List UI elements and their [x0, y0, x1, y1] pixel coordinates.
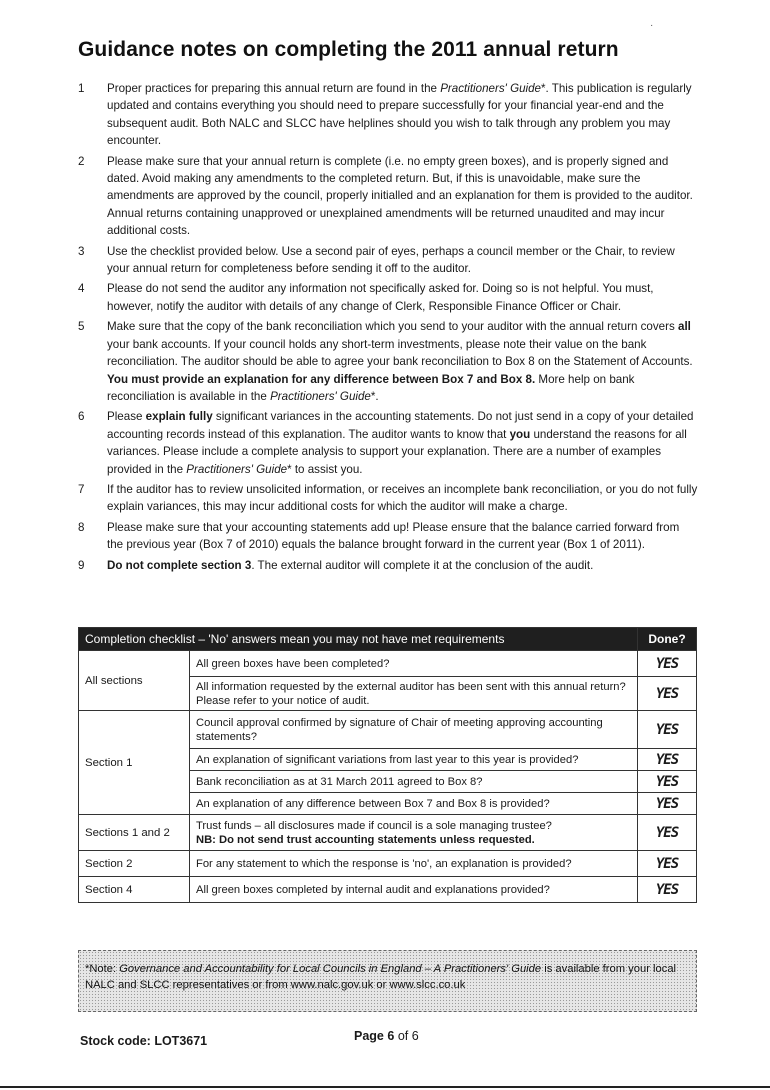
note-text: [107, 153, 698, 240]
checklist-question-text: Trust funds – all disclosures made if council is a sole managing trustee?: [196, 819, 552, 832]
done-answer: YES: [638, 793, 697, 815]
text-run: Please make sure that your annual return is complete (i.e. no empty green boxes), and is properly signed and dated. Avoid making any amendments to the completed return. But, if this is unavoidable, make sure the amendments are approved by the council, properly initialled and an explanation for them is provided to the auditor. Annual returns containing unapproved or unexplained amendments will be returned unaudited and may incur additional costs.: [107, 154, 693, 238]
checklist-question-text: An explanation of significant variations from last year to this year is provided?: [196, 753, 579, 766]
checklist-question-text: All information requested by the external auditor has been sent with this annual return? Please refer to your notice of audit.: [196, 680, 626, 707]
text-run: . The external auditor will complete it at the conclusion of the audit.: [251, 558, 594, 572]
checklist-header-row: [79, 628, 697, 651]
checklist-question: [190, 651, 638, 677]
note-text: [107, 80, 698, 150]
note-number: 5: [78, 320, 85, 334]
note-number: 9: [78, 558, 85, 572]
done-answer: YES: [638, 771, 697, 793]
checklist-section-label: Section 1: [79, 711, 190, 815]
guidance-note: [78, 318, 698, 405]
note-text: [107, 557, 698, 574]
bottom-divider: [0, 1086, 770, 1088]
note-number: 8: [78, 520, 85, 534]
done-answer: YES: [638, 851, 697, 877]
text-run: Make sure that the copy of the bank reconciliation which you send to your auditor with the annual return covers: [107, 320, 678, 334]
checklist-question-text: All green boxes completed by internal audit and explanations provided?: [196, 883, 550, 896]
note-text: [107, 318, 698, 405]
text-run: Practitioners' Guide: [186, 462, 288, 476]
checklist-section-label: Section 4: [79, 877, 190, 903]
checklist-question-text: Bank reconciliation as at 31 March 2011 agreed to Box 8?: [196, 775, 483, 788]
checklist-section-label: Section 2: [79, 851, 190, 877]
page-label: Page: [354, 1029, 384, 1043]
text-run: * to assist you.: [287, 462, 363, 476]
done-column-header: Done?: [638, 628, 697, 651]
practitioners-guide-footnote: [78, 950, 697, 1012]
done-answer: YES: [638, 651, 697, 677]
note-text: [107, 519, 698, 554]
text-run: Use the checklist provided below. Use a second pair of eyes, perhaps a council member or the Chair, to review your annual return for completeness before sending it off to the auditor.: [107, 244, 675, 276]
checklist-question-text: All green boxes have been completed?: [196, 657, 390, 670]
checklist-question: [190, 749, 638, 771]
text-run: You must provide an explanation for any difference between Box 7 and Box 8.: [107, 372, 536, 386]
text-run: Please do not send the auditor any information not specifically asked for. Doing so is not helpful. You must, however, notify the auditor with details of any change of Clerk, Responsible Finance Officer or Chair.: [107, 282, 654, 313]
text-run: If the auditor has to review unsolicited information, or receives an incomplete bank reconciliation, or you do not fully explain variances, this may incur additional costs for which the auditor will make a charge.: [107, 482, 698, 514]
done-answer: YES: [638, 711, 697, 749]
checklist-question: [190, 711, 638, 749]
guidance-note: [78, 80, 698, 150]
checklist-question: [190, 851, 638, 877]
note-text: [107, 481, 698, 516]
checklist-question-text: Council approval confirmed by signature of Chair of meeting approving accounting statements?: [196, 716, 603, 743]
guidance-note: [78, 557, 698, 574]
text-run: Governance and Accountability for Local Councils in England – A Practitioners' Guide: [119, 963, 542, 975]
text-run: all: [678, 320, 691, 334]
done-answer: YES: [638, 815, 697, 851]
done-answer: YES: [638, 677, 697, 711]
text-run: Practitioners' Guide: [270, 389, 371, 403]
note-number: 1: [78, 82, 85, 95]
checklist-header: Completion checklist – 'No' answers mean you may not have met requirements: [79, 628, 638, 651]
checklist-question-text: For any statement to which the response is 'no', an explanation is provided?: [196, 857, 572, 870]
checklist-question: [190, 793, 638, 815]
guidance-note: [78, 153, 698, 240]
checklist-question: [190, 771, 638, 793]
text-run: understand the reasons for all variances. Please include a complete analysis to support your explanation. There are a number of examples provided in the: [107, 427, 687, 476]
note-number: 7: [78, 482, 85, 496]
guidance-note: [78, 519, 698, 554]
checklist-section-label: All sections: [79, 651, 190, 711]
text-run: *. This publication is regularly updated and contains everything you should need to prepare successfully for your financial year-end and the subsequent audit. Both NALC and SLCC have helplines should you wish to talk through any problem you may encounter.: [107, 82, 692, 148]
note-number: 4: [78, 282, 85, 296]
note-text: [107, 408, 698, 478]
text-run: Proper practices for preparing this annual return are found in the: [107, 82, 441, 95]
page-current: 6: [387, 1029, 395, 1043]
checklist-row: [79, 711, 697, 749]
text-run: explain fully: [145, 410, 213, 424]
completion-checklist-table: [78, 627, 697, 903]
text-run: you: [509, 427, 531, 441]
text-run: is available from your local NALC and SLCC representatives or from www.nalc.gov.uk or www.slcc.co.uk: [85, 963, 677, 991]
guidance-note: [78, 481, 698, 516]
checklist-question: [190, 815, 638, 851]
scan-mark: ·: [650, 20, 654, 31]
note-number: 2: [78, 154, 85, 168]
text-run: *.: [370, 389, 379, 403]
guidance-note: [78, 280, 698, 315]
checklist-question: [190, 877, 638, 903]
text-run: Please: [107, 410, 146, 424]
note-text: [107, 243, 698, 278]
checklist-body: [79, 651, 697, 903]
text-run: Practitioners' Guide: [440, 82, 542, 95]
guidance-note: [78, 408, 698, 478]
note-text: [107, 280, 698, 315]
text-run: significant variances in the accounting statements. Do not just send in a copy of your detailed accounting records instead of this explanation. The auditor wants to know that: [107, 410, 694, 441]
text-run: *Note:: [85, 963, 120, 975]
done-answer: YES: [638, 877, 697, 903]
text-run: More help on bank reconciliation is available in the: [107, 372, 635, 403]
done-answer: YES: [638, 749, 697, 771]
guidance-note: [78, 243, 698, 278]
page-number: [354, 1029, 419, 1043]
checklist-row: [79, 851, 697, 877]
page-total: of 6: [397, 1029, 419, 1043]
guidance-notes-list: [78, 80, 698, 577]
checklist-nb-text: NB: Do not send trust accounting statements unless requested.: [196, 833, 535, 846]
stock-code: Stock code: LOT3671: [80, 1034, 208, 1048]
page-title: Guidance notes on completing the 2011 annual return: [78, 38, 619, 61]
note-number: 3: [78, 244, 85, 258]
checklist-section-label: Sections 1 and 2: [79, 815, 190, 851]
checklist-question: [190, 677, 638, 711]
text-run: Please make sure that your accounting statements add up! Please ensure that the balance carried forward from the previous year (Box 7 of 2010) equals the balance brought forward in the current year (Box 1 of 2011).: [107, 520, 680, 552]
text-run: your bank accounts. If your council holds any short-term investments, please note their value on the bank reconciliation. The auditor should be able to agree your bank reconciliation to Box 8 on the Statement of Accounts.: [107, 337, 693, 369]
checklist-row: [79, 877, 697, 903]
text-run: Do not complete section 3: [107, 558, 252, 572]
note-number: 6: [78, 410, 85, 424]
checklist-row: [79, 651, 697, 677]
checklist-row: [79, 815, 697, 851]
checklist-question-text: An explanation of any difference between Box 7 and Box 8 is provided?: [196, 797, 550, 810]
